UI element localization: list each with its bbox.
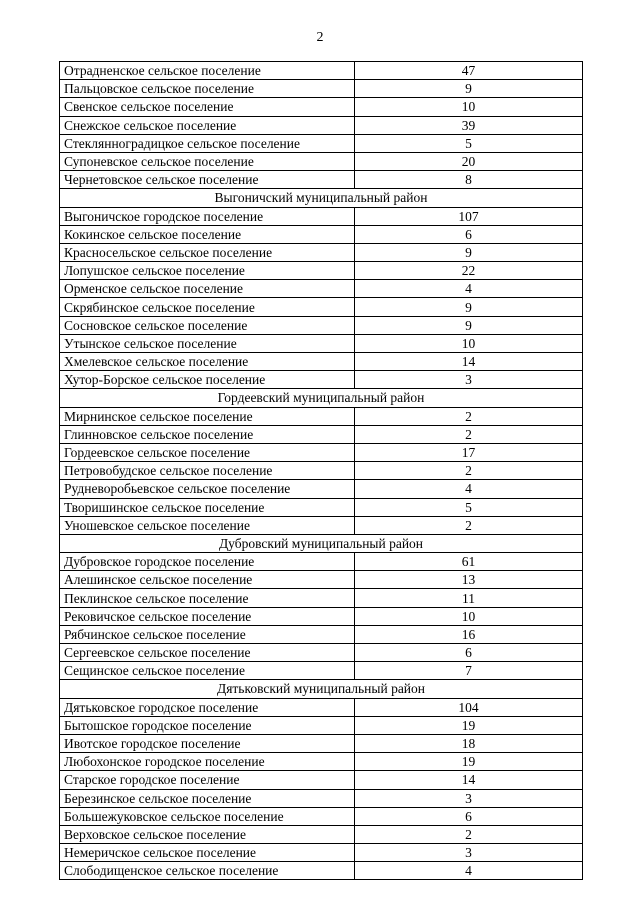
settlement-count: 2 — [355, 462, 583, 480]
table-row — [60, 443, 583, 461]
district-title: Выгоничский муниципальный район — [60, 189, 583, 207]
settlement-count: 19 — [355, 753, 583, 771]
settlement-name: Скрябинское сельское поселение — [60, 298, 355, 316]
table-row — [60, 625, 583, 643]
settlement-count: 14 — [355, 353, 583, 371]
table-row — [60, 243, 583, 261]
settlement-name: Дятьковское городское поселение — [60, 698, 355, 716]
table-row — [60, 62, 583, 80]
settlement-count: 22 — [355, 262, 583, 280]
district-title: Дятьковский муниципальный район — [60, 680, 583, 698]
table-row — [60, 571, 583, 589]
settlement-count: 3 — [355, 844, 583, 862]
settlement-name: Слободищенское сельское поселение — [60, 862, 355, 880]
table-row — [60, 134, 583, 152]
settlement-name: Старское городское поселение — [60, 771, 355, 789]
settlement-name: Орменское сельское поселение — [60, 280, 355, 298]
settlement-name: Глинновское сельское поселение — [60, 425, 355, 443]
district-title: Дубровский муниципальный район — [60, 534, 583, 552]
settlement-name: Рековичское сельское поселение — [60, 607, 355, 625]
table-row — [60, 516, 583, 534]
settlement-count: 2 — [355, 407, 583, 425]
settlement-name: Алешинское сельское поселение — [60, 571, 355, 589]
settlement-name: Гордеевское сельское поселение — [60, 443, 355, 461]
settlement-count: 20 — [355, 152, 583, 170]
table-row — [60, 771, 583, 789]
settlement-count: 4 — [355, 862, 583, 880]
settlement-count: 3 — [355, 789, 583, 807]
table-row — [60, 225, 583, 243]
settlement-count: 9 — [355, 316, 583, 334]
table-row — [60, 789, 583, 807]
settlement-count: 6 — [355, 225, 583, 243]
settlement-count: 9 — [355, 243, 583, 261]
settlement-count: 13 — [355, 571, 583, 589]
table-row — [60, 298, 583, 316]
table-row — [60, 152, 583, 170]
settlement-name: Немеричское сельское поселение — [60, 844, 355, 862]
settlement-name: Выгоничское городское поселение — [60, 207, 355, 225]
settlement-name: Пеклинское сельское поселение — [60, 589, 355, 607]
settlement-name: Супоневское сельское поселение — [60, 152, 355, 170]
district-title: Гордеевский муниципальный район — [60, 389, 583, 407]
table-row — [60, 716, 583, 734]
table-row — [60, 862, 583, 880]
settlement-count: 2 — [355, 516, 583, 534]
settlement-count: 14 — [355, 771, 583, 789]
settlement-name: Сергеевское сельское поселение — [60, 644, 355, 662]
settlement-name: Творишинское сельское поселение — [60, 498, 355, 516]
table-row — [60, 480, 583, 498]
settlement-count: 5 — [355, 134, 583, 152]
district-header-row — [60, 389, 583, 407]
settlement-count: 6 — [355, 807, 583, 825]
settlement-name: Пальцовское сельское поселение — [60, 80, 355, 98]
settlement-name: Отрадненское сельское поселение — [60, 62, 355, 80]
settlement-name: Любохонское городское поселение — [60, 753, 355, 771]
settlement-count: 47 — [355, 62, 583, 80]
settlement-count: 61 — [355, 553, 583, 571]
table-row — [60, 644, 583, 662]
settlement-count: 2 — [355, 425, 583, 443]
table-row — [60, 662, 583, 680]
table-row — [60, 262, 583, 280]
table-row — [60, 80, 583, 98]
settlement-name: Бытошское городское поселение — [60, 716, 355, 734]
settlement-count: 9 — [355, 298, 583, 316]
table-row — [60, 98, 583, 116]
table-row — [60, 316, 583, 334]
settlement-name: Хмелевское сельское поселение — [60, 353, 355, 371]
table-row — [60, 171, 583, 189]
settlement-count: 4 — [355, 280, 583, 298]
settlement-count: 16 — [355, 625, 583, 643]
settlement-name: Рябчинское сельское поселение — [60, 625, 355, 643]
table-row — [60, 844, 583, 862]
settlement-count: 10 — [355, 98, 583, 116]
settlement-count: 10 — [355, 607, 583, 625]
table-row — [60, 589, 583, 607]
settlement-name: Сосновское сельское поселение — [60, 316, 355, 334]
page-number: 2 — [316, 30, 324, 45]
table-body — [60, 62, 583, 880]
settlement-name: Большежуковское сельское поселение — [60, 807, 355, 825]
district-header-row — [60, 189, 583, 207]
table-row — [60, 753, 583, 771]
settlement-count: 19 — [355, 716, 583, 734]
district-header-row — [60, 680, 583, 698]
table-row — [60, 462, 583, 480]
table-row — [60, 498, 583, 516]
settlement-name: Чернетовское сельское поселение — [60, 171, 355, 189]
settlement-name: Верховское сельское поселение — [60, 825, 355, 843]
table-row — [60, 734, 583, 752]
settlement-name: Рудневоробьевское сельское поселение — [60, 480, 355, 498]
table-row — [60, 607, 583, 625]
table-row — [60, 553, 583, 571]
settlement-count: 8 — [355, 171, 583, 189]
settlement-count: 4 — [355, 480, 583, 498]
settlement-name: Красносельское сельское поселение — [60, 243, 355, 261]
settlement-count: 9 — [355, 80, 583, 98]
settlement-count: 17 — [355, 443, 583, 461]
settlement-name: Мирнинское сельское поселение — [60, 407, 355, 425]
settlement-name: Сещинское сельское поселение — [60, 662, 355, 680]
settlement-name: Березинское сельское поселение — [60, 789, 355, 807]
settlement-count: 7 — [355, 662, 583, 680]
settlement-name: Свенское сельское поселение — [60, 98, 355, 116]
table-row — [60, 280, 583, 298]
settlement-name: Стеклянноградицкое сельское поселение — [60, 134, 355, 152]
table-row — [60, 825, 583, 843]
settlement-count: 3 — [355, 371, 583, 389]
district-header-row — [60, 534, 583, 552]
settlement-name: Снежское сельское поселение — [60, 116, 355, 134]
settlement-count: 39 — [355, 116, 583, 134]
settlement-count: 2 — [355, 825, 583, 843]
settlements-table — [59, 61, 583, 880]
settlement-name: Лопушское сельское поселение — [60, 262, 355, 280]
settlement-name: Петровобудское сельское поселение — [60, 462, 355, 480]
table-row — [60, 353, 583, 371]
table-row — [60, 116, 583, 134]
settlement-name: Дубровское городское поселение — [60, 553, 355, 571]
settlement-count: 104 — [355, 698, 583, 716]
settlement-name: Ивотское городское поселение — [60, 734, 355, 752]
settlement-count: 10 — [355, 334, 583, 352]
settlement-count: 107 — [355, 207, 583, 225]
table-row — [60, 334, 583, 352]
settlement-count: 11 — [355, 589, 583, 607]
settlement-count: 5 — [355, 498, 583, 516]
table-row — [60, 698, 583, 716]
settlement-name: Кокинское сельское поселение — [60, 225, 355, 243]
settlement-name: Утынское сельское поселение — [60, 334, 355, 352]
table-row — [60, 371, 583, 389]
settlement-count: 18 — [355, 734, 583, 752]
settlement-name: Уношевское сельское поселение — [60, 516, 355, 534]
table-row — [60, 207, 583, 225]
table-row — [60, 407, 583, 425]
settlement-count: 6 — [355, 644, 583, 662]
settlement-name: Хутор-Борское сельское поселение — [60, 371, 355, 389]
table-row — [60, 807, 583, 825]
table-row — [60, 425, 583, 443]
